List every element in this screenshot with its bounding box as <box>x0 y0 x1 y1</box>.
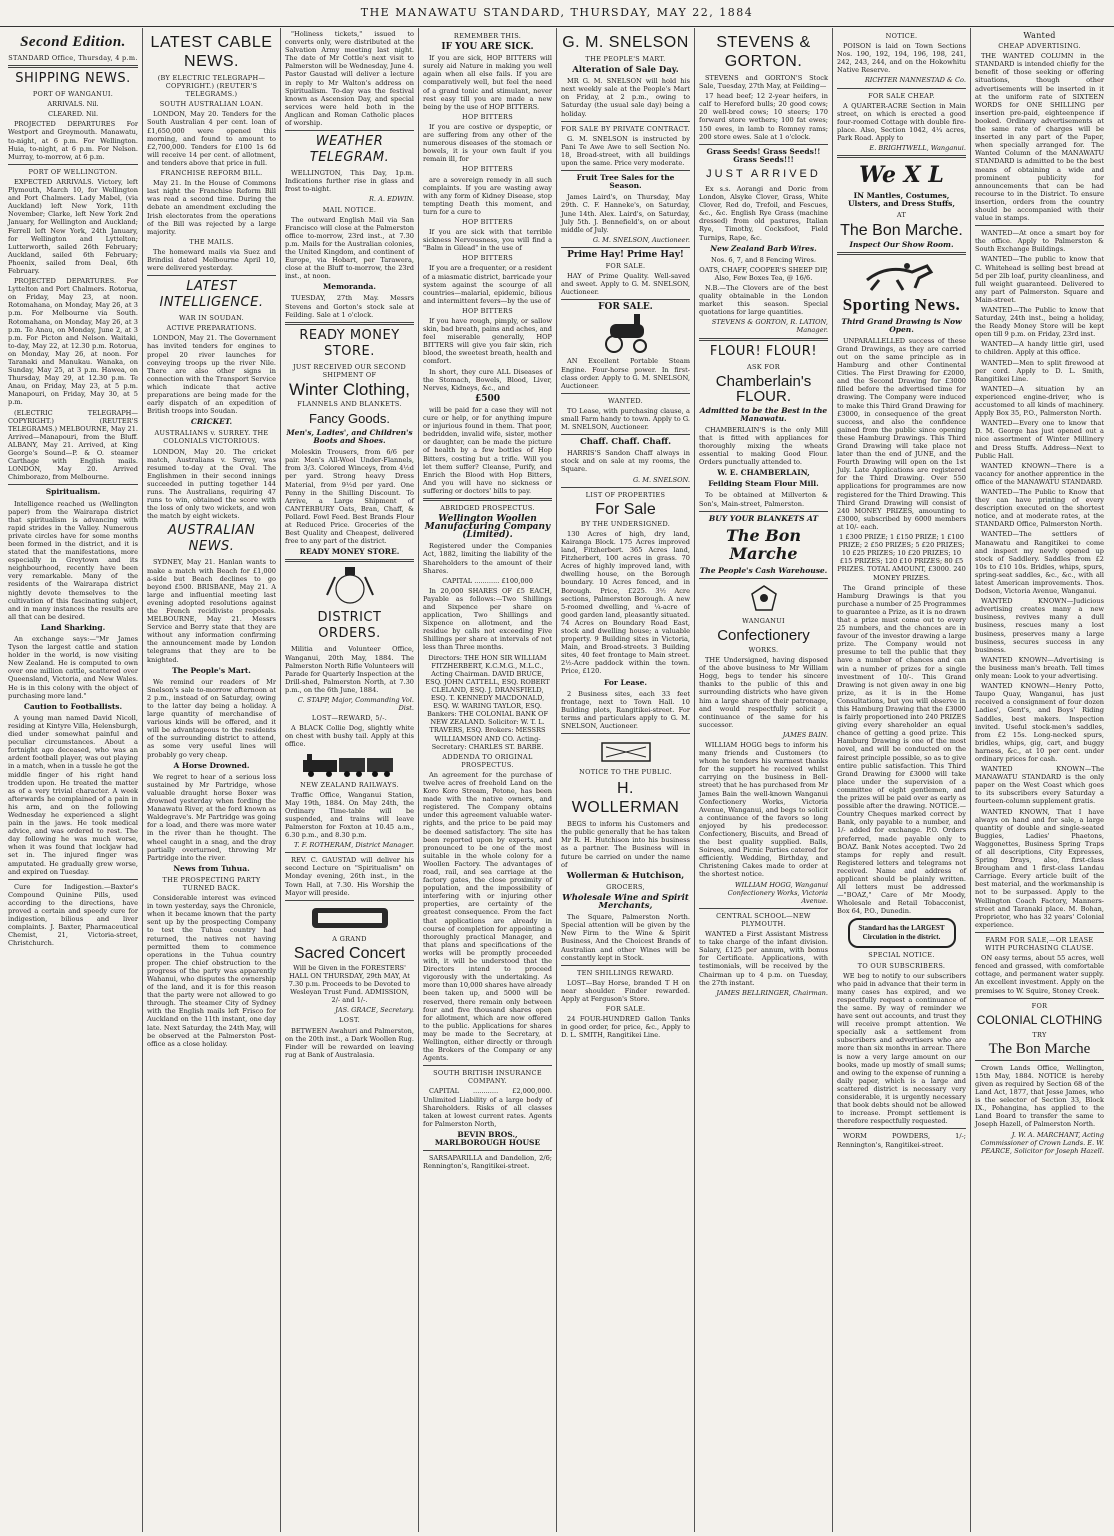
war-article: LONDON, May 21. The Government has invited tenders for engines to propel 20 river launches for conveying troops up the river Nile. There are also other signs in connection with the Transport Service which indicate that active preparations are being made for the early dispatch of an expedition of British troops into Soudan. <box>147 334 276 416</box>
bon-marche-ad: The Bon Marche <box>725 525 802 563</box>
drawing-body-2: The Grand principle of these Hamburg Drawings is that you purchase a number of 25 Programmes to guarantee a Prize, as it is no drawn that a prize must come out to every 25 numbers, and the chances are in favour of the investor drawing a large prize. The Company would not presume to tell the public that they have a number of chances and can win a number of prizes for a single investment of 10/-. This Grand Drawing is not given away in one big prize, as it is in the Home Consultations, but you will observe in this Hamburg Drawing that the £3000 is fairly proportioned into 240 PRIZES giving every shareholder an equal chance of getting a good prize. This Hamburg Drawing is one of the most novel, and will be conducted on the fairest principle possible, so as to give entire public satisfaction. This Third Grand Drawing for £3000 will take place under the supervision of a committee of eight gentlemen, and the prizes will be paid over as early as possible after the drawing. NOTICE.—Country Cheques marked correct by Bank, only payable to a number, and 1/- added for exchange. P.O. Orders preferred, made payable only to BOAZ. Bank Notes accepted. Two 2d stamps for reply and result. Registered letters and telegrams not received. Name and address of applicant should be plainly written. All letters must be addressed—"BOAZ," Care of Mr Moody, Wholesale and Retail Tobacconist, Box 64, P.O., Dunedin. <box>837 583 966 916</box>
telegrams: (ELECTRIC TELEGRAPH—COPYRIGHT.) (REUTER'S TELEGRAMS.) MELBOURNE, May 21. Arrived—Manapouri, from the Bluff. ALBANY, May 21. Arrived, at King George's Sound—P. & O. steamer Carthage with English mails. LONDON, May 20. Arrived Chimborazo, from Melbourne. <box>8 408 138 482</box>
wanted-ad-2: WANTED—The public to know that C. Whitehead is selling best bread at 5d per 2lb loaf, purity cleanliness, and full weight guaranteed. Delivered to any part of Palmerston. Square and Main-street. <box>975 255 1104 304</box>
oats-chaff: OATS, CHAFF, COOPER'S SHEEP DIP, Also, Few Boxes Tea, @ 16/6. <box>699 265 828 282</box>
sacred-concert: Sacred Concert <box>293 944 406 962</box>
for-lease-heading: For Lease. <box>604 677 647 687</box>
wanted-ad-10: WANTED—The settlers of Manawatu and Rangitikei to come and inspect my newly opened up stock of Saddlery. Saddles from £2 10s to £10 10s. Bridles, whips, spurs, spring-seat saddles, &c., &c., with all latest American improvements. Thos. Dodson, Victoria Avenue, Wanganui. <box>975 530 1104 596</box>
mail-notice-heading: MAIL NOTICE. <box>322 205 377 214</box>
just-arrived: JUST ARRIVED <box>706 167 821 180</box>
woollen-company: Wellington Woollen Manufacturing Company (Limited). <box>424 514 551 541</box>
colonial-clothing: COLONIAL CLOTHING <box>976 1012 1103 1027</box>
ready-money-sub: JUST RECEIVED OUR SECOND SHIPMENT OF <box>293 362 406 379</box>
fruit-tree-heading: Fruit Tree Sales for the Season. <box>576 173 675 191</box>
bain-notice: THE Undersigned, having disposed of the above business to Mr William Hogg, begs to tender his sincere thanks to the public of this and surrounding districts who have given him a large share of their patronage, and would respectfully solicit a continuance of the same for his successor. <box>699 656 828 729</box>
prime-hay-sub: FOR SALE. <box>605 261 646 270</box>
woollen-directors: Directors: THE HON SIR WILLIAM FITZHERBERT, K.C.M.G., M.L.C., Acting Chairman. DAVID BRUCE, ESQ. JOHN CATTELL, ESQ. ROBERT CLELAND, ESQ. J. DRANSFIELD, ESQ. T. KENNEDY MACDONALD, ESQ. W. WARING TAYLOR, ESQ. Bankers: THE COLONIAL BANK OF NEW ZEALAND. Solicitor: W. T. L. TRAVERS, ESQ. Brokers: MESSRS WILLIAMSON AND CO. Acting-Secretary: CHARLES ST. BARBE. <box>425 653 550 751</box>
sale-cheap-body: A QUARTER-ACRE Section in Main street, on which is erected a good four-roomed Cottage with double fire-place. Also, Section 1042, 4¼ acres, Park Road. Apply to <box>837 101 966 143</box>
indigestion-ad: Cure for Indigestion.—Baxter's Compound Quinine Pills, used according to the directions, have proved a certain and speedy cure for indigestion, bilious and liver complaints. J. Baxter, Pharmaceutical Chemist, 21, Victoria-street, Christchurch. <box>8 882 138 948</box>
australian-news-article: SYDNEY, May 21. Hanlan wants to make a match with Beach for £1,000 a-side but Beach declines to go beyond £500. BRISBANE, May 21. A large and influential meeting last evening adopted resolutions against the French recidiviste proposals. MELBOURNE, May 21. Messrs Service and Berry state that they are without any information confirming the announcement made by London telegrams that they are to be knighted. <box>147 558 276 664</box>
land-sharking-article: An exchange says:—"Mr James Tyson the largest cattle and station holder in the world, is now visiting New Zealand. He is computed to own over one million cattle, scattered over Queensland, Victoria, and New Wales. He is in this colony with the object of purchasing more land." <box>8 635 138 700</box>
mails-heading: THE MAILS. <box>189 237 234 246</box>
fencing-wires: Nos. 6, 7, and 8 Fencing Wires. <box>711 255 816 264</box>
caution-heading: Caution to Footballists. <box>23 701 123 711</box>
hop-bitters-4: If you are sick with that terrible sickness Nervousness, you will find a "Balm in Gilead" in the use of <box>423 228 552 253</box>
active-heading: ACTIVE PREPARATIONS. <box>166 324 257 333</box>
railways-signature: T. F. ROTHERAM, District Manager. <box>294 841 414 850</box>
snelson-signature: G. M. SNELSON, Auctioneer. <box>592 235 690 244</box>
cleared: CLEARED. Nil. <box>47 110 99 119</box>
masthead: THE MANAWATU STANDARD, THURSDAY, MAY 22, 1884 <box>0 0 1114 27</box>
wanted-ad-4: WANTED—A handy little girl, used to children. Apply at this office. <box>975 340 1104 357</box>
farm-heading: FARM FOR SALE,—OR LEASE WITH PURCHASING CLAUSE. <box>985 935 1094 953</box>
peoples-mart: THE PEOPLE'S MART. <box>585 55 666 63</box>
cable-news-heading: LATEST CABLE NEWS. <box>150 34 273 70</box>
royal-arms-illustration <box>699 582 828 614</box>
weather-signature: R. A. EDWIN. <box>368 195 414 204</box>
mill-body: To be obtained at Millverton & Son's, Main-street, Palmerston. <box>699 491 828 508</box>
sporting-news-heading: Sporting News. <box>842 294 961 314</box>
weather-heading: WEATHER TELEGRAM. <box>309 134 390 166</box>
ten-shillings-body: LOST—Bay Horse, branded T H on near shoulder. Finder rewarded. Apply at Ferguson's Store. <box>561 978 690 1003</box>
column-4 <box>418 28 556 1532</box>
buy-blankets: BUY YOUR BLANKETS AT <box>708 513 819 523</box>
list-properties-heading: LIST OF PROPERTIES <box>585 490 666 499</box>
school-signature: JAMES BELLRINGER, Chairman. <box>716 988 828 997</box>
remember-this: REMEMBER THIS. <box>453 32 522 40</box>
memoranda: TUESDAY, 27th May. Messrs Stevens and Gorton's stock sale at Feilding. Sale at 1 o'clock. <box>285 294 414 319</box>
franchise-heading: FRANCHISE REFORM BILL. <box>160 169 263 178</box>
notice-public-heading: NOTICE TO THE PUBLIC. <box>579 768 672 777</box>
column-7 <box>832 28 970 1532</box>
nb-clovers: N.B.—The Clovers are of the best quality obtainable in the London market this season. Special quotations for large quantities. <box>699 283 828 317</box>
shipping-heading: SHIPPING NEWS. <box>15 71 131 87</box>
hop-bitters-label: HOP BITTERS <box>462 306 513 315</box>
wanted-heading: WANTED. <box>608 396 643 405</box>
wanted-ad-3: WANTED—The Public to know that Saturday, 24th inst., being a holiday, the Ready Money Store will be kept open till 9 p.m. on Friday, 23rd inst. <box>975 306 1104 339</box>
wanted-heading: Wanted <box>1023 31 1056 40</box>
peoples-mart-article: We remind our readers of Mr Snelson's sale to-morrow afternoon at 2 p.m., instead of on Saturday, owing to the latter day being a holiday. A large quantity of merchandise of various kinds will be offered, and it will be advantageous to the residents of the surrounding district to attend, as some very useful lines will probably go very cheap. <box>147 677 276 759</box>
standard-circulation-badge <box>837 918 966 948</box>
cash-warehouse: The People's Cash Warehouse. <box>699 565 828 575</box>
engine-heading: FOR SALE. <box>598 302 653 313</box>
school-body: WANTED a First Assistant Mistress to take charge of the infant division. Salary, £125 per annum, with bonus for Certificate. Applications, with testimonials, will be received by the Chairman up to 4 p.m. on Tuesday, the 27th instant. <box>699 930 828 987</box>
column-1 <box>4 28 142 1532</box>
ready-money-footer: READY MONEY STORE. <box>299 547 400 557</box>
spiritualism-heading: Spiritualism. <box>45 487 101 497</box>
cheap-advertising-body: THE WANTED COLUMN in the STANDARD is intended chiefly for the benefit of those seeking or offering situations, though other advertisements will be inserted in it at the uniform rate of SIXTEEN WORDS for ONE SHILLING per insertion pre-paid, eighteenpence if booked. Ordinary advertisements at the same rate of charges will be inserted in any part of the Paper, when specially arranged for. The Wanted Column of the MANAWATU STANDARD is admitted to be the best means of obtaining a wide and prominent publicity for announcements that can be had recourse to in the District. To ensure insertion, orders from the country should be accompanied with their value in stamps. <box>975 52 1104 223</box>
wollerman-address: The Square, Palmerston North. Special attention will be given by the New Firm to the Wine & Spirit Business, And the Choicest Brands of Australian and other Wines will be constantly kept in Stock. <box>561 913 690 962</box>
departures: PROJECTED DEPARTURES For Westport and Greymouth. Manawatu, to-night, at 6 p.m. For Wellington. Huia, to-night, at 6 p.m. For Nelson. Murray, to-morrow, at 6 p.m. <box>8 120 138 161</box>
lost-dog: A BLACK Collie Dog, slightly white on chest with bushy tail. Apply at this office. <box>285 724 414 749</box>
wanted-ad-15: WANTED KNOWN, That I have always on hand and for sale, a large quantity of double and single-seated Buggies, Ladies' Phaetons, Waggonettes, Business Spring Traps of all descriptions, City Expresses, Spring Drays, also, first-class Brougham and 1 first-class Landau Carriage. Every article built of the best material, and the workmanship is not to be surpassed. Apply to the Wellington Coach Factory, Manners-street and Taranaki place. M. Bohan, Proprietor, who has 32 years' Colonial experience. <box>975 807 1104 929</box>
concert-grand: A GRAND <box>332 934 367 943</box>
projected-departures: PROJECTED DEPARTURES. For Lyttelton and Port Chalmers. Rotorua, on Friday, May 23, at noon. Rotomahana, on Monday, May 26, at 3 p.m. For Melbourne via South. Rotomahana, on Monday, May 26, at 3 p.m. Te Anau, on Monday, June 2, at 3 p.m. For Picton and Nelson. Waitaki, to-day, May 22, at 12.30 p.m. Rotorua, on Monday, May 26, at noon. For Taranaki and Manukau. Wanaka, on Sunday, May 25, at 3 p.m. Hawea, on Thursday, May 29, at 12.30 p.m. Te Anau, on Friday, May 23, at 5 p.m. Manapouri, on Friday, May 30, at 5 p.m. <box>8 277 138 407</box>
column-8 <box>970 28 1108 1532</box>
chamberlains-flour: Chamberlain's FLOUR. <box>715 372 812 405</box>
steam-engine-illustration <box>561 314 690 354</box>
hop-bitters-1: If you are sick, HOP BITTERS will surely aid Nature in making you well again when all else fails. If you are comparatively well, but feel the need of a grand tonic and stimulant, never rest easy till you are made a new being by the use of HOP BITTERS. <box>423 54 552 111</box>
wollerman-firm: Wollerman & Hutchison, <box>566 870 685 881</box>
school-heading: CENTRAL SCHOOL—NEW PLYMOUTH. <box>716 911 811 928</box>
hop-bitters-6: If you have rough, pimply, or sallow skin, bad breath, pains and aches, and feel miserable generally, HOP BITTERS will give you fair skin, rich blood, the sweetest breath, health and comfort. <box>423 317 552 366</box>
mail-notice: The outward English Mail via San Francisco will close at the Palmerston office to-morrow, 23rd inst., at 7.30 p.m. Mails for the Australian colonies, the United Kingdom, and continent of Europe, via Hobart, per Tarawera, close at the Bluff to-morrow, the 23rd inst., at noon. <box>285 215 414 281</box>
wanted-ad-9: WANTED—The Public to Know that they can have printing of every description executed on the shortest notice, and at moderate rates, at the STANDARD Office, Palmerston North. <box>975 487 1104 529</box>
inspect-showroom: Inspect Our Show Room. <box>849 239 954 249</box>
train-illustration <box>285 752 414 778</box>
local-notes: "Holiness tickets," issued to converts only, were distributed at the Salvation Army meeting last night. The date of Mr Cottle's next visit to Palmerston will be Wednesday, June 4. Pastor Gaustad will deliver a lecture in reply to Mr Walton's address on Spiritualism. To-day was the festival known as Ascension Day, and special services were held both in the Anglican and Roman Catholic places of worship. <box>285 30 414 128</box>
second-edition-heading: Second Edition. <box>20 34 126 50</box>
wanted-ad-12: WANTED KNOWN—Advertising is the business man's breath. Tell times only mean: Look to your advertising. <box>975 655 1104 681</box>
admitted-best: Admitted to be the Best in the Manawatu. <box>699 405 828 423</box>
tuhua-heading: News from Tuhua. <box>173 863 250 873</box>
ask-for: ASK FOR <box>747 362 780 371</box>
hop-bitters-label: HOP BITTERS <box>462 217 513 226</box>
hop-bitters-8: will be paid for a case they will not cure or help, or for anything impure or injurious found in them. That poor, bedridden, invalid wife, sister, mother or daughter, can be made the picture of health by a few bottles of Hop Bitters, costing but a trifle. Will you let them suffer? Cleanse, Purify, and Enrich the Blood with Hop Bitters, And you will have no sickness or suffering or doctors' bills to pay. <box>423 405 552 495</box>
wanted-ad-13: WANTED KNOWN—Henry Potto, Taupo Quay, Wanganui, has just received a consignment of four dozen Ladies', Gent's, and Boys' Riding Saddles, best makers. Inspection invited. Useful stock-men's saddles, from £2 15s. Long-necked spurs, bridles, whips, gig, cart, and buggy harness, &c., at 10 per cent. under ordinary prices for cash. <box>975 682 1104 763</box>
winter-clothing: Winter Clothing, <box>289 379 410 399</box>
we-xl-heading: We X L <box>859 162 944 189</box>
copyright-line: (BY ELECTRIC TELEGRAPH—COPYRIGHT.) (REUTER'S TELEGRAMS.) <box>157 74 266 99</box>
sarsaparilla-ad: SARSAPARILLA and Dandelion, 2/6; Rennington's, Rangitikei-street. <box>423 1154 552 1171</box>
lost-reward-heading: LOST—REWARD, 5/-. <box>311 714 388 723</box>
wine-merchants: Wholesale Wine and Spirit Merchants, <box>562 892 689 912</box>
stevens-gorton-intro: STEVENS and GORTON'S Stock Sale, Tuesday, 27th May, at Feilding— <box>699 74 828 91</box>
dateline: STANDARD Office, Thursday, 4 p.m. <box>8 54 138 62</box>
if-sick-heading: IF YOU ARE SICK. <box>441 42 534 53</box>
hop-bitters-7: In short, they cure ALL Diseases of the Stomach, Bowels, Blood, Liver, Nerves, Kidneys, &c., and <box>423 367 552 392</box>
mails-article: The homeward mails via Suez and Brindisi dated Melbourne April 10, were delivered yesterday. <box>147 247 276 273</box>
wollerman-body: BEGS to inform his Customers and the public generally that he has taken Mr R. H. Hutchison into his business as a partner. The Business will in future be carried on under the name of <box>561 820 690 869</box>
column-2 <box>142 28 280 1532</box>
cheap-advertising-heading: CHEAP ADVERTISING. <box>998 42 1081 51</box>
by-undersigned: BY THE UNDERSIGNED. <box>580 519 671 528</box>
loan-article: LONDON, May 20. Tenders for the South Australian 4 per cent. loan of £1,650,000 were opened this morning, and found to amount to £2,700,000. Tenders for £100 1s 6d will receive 14 per cent. of allotment, and tenders above that price in full. <box>147 110 276 167</box>
hop-bitters-label: HOP BITTERS <box>462 254 513 263</box>
private-contract-body: G. M. SNELSON is instructed by Pani Te Awe Awe to sell Section No. 18, Broad-street, with all buildings upon the same. Price very moderate. <box>561 134 690 168</box>
chaff-heading: Chaff. Chaff. Chaff. <box>579 437 672 448</box>
hogg-signature: WILLIAM HOGG, Wanganui Confectionery Works, Victoria Avenue. <box>727 880 828 905</box>
column-6 <box>694 28 832 1532</box>
wanted-body: TO Lease, with purchasing clause, a small Farm handy to town. Apply to G. M. SNELSON, Auctioneer. <box>561 406 690 432</box>
drawing-body: UNPARALLELLED success of these Grand Drawings, as they are carried out on the same principle as in Hamburg and other Continental Cities. The First Drawing for £2000, and the Second Drawing for £3000 filled before the advertised time for drawing. The Company were induced to make this Third Grand Drawing for £3000, in consequence of the great success, and also the confidence gained from the public since opening these Hamburg Drawings. This Third Grand Drawing will take place not later than the end of JUNE, and the Fourth Drawing will open on the 1st July. Late Applications are registered for the Third Drawing. Over 550 applications for programmes are now registered for the Third Drawing. This Third Grand Drawing will consist of 240 MONEY PRIZES, amounting to £3000, subscribed by 6000 members at 10/- each. <box>837 336 966 531</box>
column-5 <box>556 28 694 1532</box>
reward-amount: £500 <box>474 393 501 404</box>
for-sale-heading: For Sale <box>595 500 656 518</box>
lost-heading: LOST. <box>338 1016 361 1025</box>
alteration-heading: Alteration of Sale Day. <box>572 65 679 76</box>
prize-list: 1 £300 PRIZE; 1 £150 PRIZE; 1 £100 PRIZE; 2 £50 PRIZES; 5 £20 PRIZES; 10 £25 PRIZES; 10 £20 PRIZES; 10 £15 PRIZES; 120 £10 PRIZES; 80 £5 PRIZES. TOTAL AMOUNT, £3000. 240 MONEY PRIZES. <box>837 533 966 582</box>
lost-rug: BETWEEN Awahuri and Palmerston, on the 20th inst., a Dark Woollen Rug. Finder will be rewarded on leaving rug at Bank of Australasia. <box>285 1026 414 1059</box>
mantles: IN Mantles, Costumes, Ulsters, and Dress Stuffs, <box>847 191 956 209</box>
engine-body: AN Excellent Portable Steam Engine. Four-horse power. In first-class order. Apply to G. M. SNELSON, Auctioneer. <box>561 357 690 390</box>
weather-text: WELLINGTON, This Day, 1p.m. Indications further rise in glass and frost to-night. <box>285 169 414 194</box>
grocers: GROCERS, <box>606 882 645 891</box>
railways-notice: Traffic Office, Wanganui Station, May 19th, 1884. On May 24th, the Ordinary Time-table will be suspended, and trains will leave Palmerston for Foxton at 10.45 a.m., 6.30 p.m., and 8.30 p.m. <box>285 790 414 840</box>
hogg-notice: WILLIAM HOGG begs to inform his many friends and Customers (to whom he tenders his warmest thanks for the support he received whilst carrying on the business in Bell-street) that he has purchased from Mr James Bain the well-known Wanganui Confectionery Works, Victoria Avenue, Wanganui, and begs to solicit a continuance of the favors so long enjoyed by his predecessor. Confectionery, Biscuits, and Bread of the best quality supplied. Balls, Soirees, and Picnic Parties catered for efficiently. Wedding, Birthday, and Christening Cakes made to order at the shortest notice. <box>699 740 828 879</box>
insurance-body: CAPITAL ............ £2,000,000. Unlimited Liability of a large body of Shareholders. Risks of all classes taken at lowest current rates. Agents for Palmerston North, <box>423 1087 552 1128</box>
bevin-bros: BEVIN BROS., MARLBOROUGH HOUSE <box>434 1129 541 1147</box>
sale-cheap-signature: E. BRIGHTWELL, Wanganui. <box>869 144 966 153</box>
printing-press-illustration <box>561 737 690 765</box>
at-label: AT <box>896 211 907 220</box>
hop-bitters-2: If you are costive or dyspeptic, or are suffering from any other of the numerous diseases of the stomach or bowels, it is your own fault if you remain ill, for <box>423 122 552 164</box>
fruit-tree-body: James Laird's, on Thursday, May 29th. C. F. Hanneke's, on Saturday, June 14th. Alex. Laird's, on Saturday, July 5th. J. Bennefield's, on or about middle of July. <box>561 193 690 234</box>
stock-list: 17 head beef; 12 2-year heifers, in calf to Hereford bulls; 20 good cows; 20 well-bred cows; 10 steers; 170 forward store wethers; 100 fat ewes; 150 ewes, in lamb to Romney rams; 200 store ewes. Sale at 1 o'clock. <box>699 92 828 141</box>
expected-arrivals: EXPECTED ARRIVALS. Victory, left Plymouth, March 10, for Wellington and Port Chalmers. Lady Mabel, (via Auckland) left New York, 11th November; Clarke, left New York 2nd January, for Wellington and Auckland; Ferrell left New York, 24th January, for Wellington and Lyttelton; Lutterworth, sailed 26th February; Auckland, sailed 6th February; Phoenix, sailed from Deal, 6th February. <box>8 177 138 275</box>
ready-money-body: Moleskin Trousers, from 6/6 per pair. Men's All-Wool Under-Flannels, from 3/3. Colored Winceys, from 4½d per yard. Strong heavy Dress Material, from 9½d per yard. One Penny in the Shilling Discount. To Arrive, a Large Shipment of CANTERBURY Oats, Bran, Chaff, & Pollard. Fowl Feed. Best Brands Flour at Reduced Price. Groceries of the Best Quality and Cheapest, delivered free to any part of the district. <box>285 448 414 546</box>
hop-bitters-5: If you are a frequenter, or a resident of a miasmatic district, barricade your system against the scourge of all countries—malarial, epidemic, bilious and intermittent fevers—by the use of <box>423 264 552 305</box>
woollen-registered: Registered under the Companies Act, 1882, limiting the liability of the Shareholders to the amount of their Shares. <box>423 542 552 575</box>
concert-banner-illustration <box>285 904 414 932</box>
subscribers-heading: TO OUR SUBSCRIBERS. <box>857 961 946 970</box>
third-drawing-heading: Third Grand Drawing is Now Open. <box>841 316 962 334</box>
abridged-prospectus: ABRIDGED PROSPECTUS. <box>440 503 535 512</box>
franchise-article: May 21. In the House of Commons last night the Franchise Reform Bill was read a second time. During the debate an amendment excluding the Irish electorates from the operations of the Bill was rejected by a large majority. <box>147 179 276 236</box>
horse-drowned-article: We regret to hear of a serious loss sustained by Mr Partridge, whose valuable draught horse Boxer was drowned yesterday when fording the Manawatu River, at the ford known as Waldegrave's. Mr Partridge was going for a load, and there was more water in the river than he thought. The wheel caught in a snag, and the dray partially overturned, throwing Mr Partridge into the river. <box>147 772 276 862</box>
concert-signature: JAS. GRACE, Secretary. <box>335 1006 414 1015</box>
sale-cheap-heading: FOR SALE CHEAP. <box>868 91 935 100</box>
works-label: WORKS. <box>748 645 779 654</box>
wanganui-label: WANGANUI <box>742 616 785 625</box>
war-heading: WAR IN SOUDAN. <box>178 314 245 323</box>
seeds-body: Ex s.s. Aorangi and Doric from London, Alsyke Clover, Grass, White Clover, Red do, Trefoil, and Fescues, &c., &c. English Rye Grass (machine dressed) from old pastures, Italian Rye, Timothy, Cocksfoot, Field Turnips, Rape, &c. <box>699 184 828 242</box>
hop-bitters-label: HOP BITTERS <box>462 165 513 174</box>
properties-list: 130 Acres of high, dry land, Kairanga Block. 175 Acres improved land, Fitzherbert. 365 Acres land, Fitzherbert, 100 acres in grass. 70 Acres of highly improved land, with dwelling house, on the Borough boundary. 10 Acres fenced, and in Borough. Price, £225. 3½ Acre sections, Palmerston Borough. A new 5-roomed dwelling, and ¼-acre of good garden land, pleasantly situated. 74 Acres on Boundary Road East, stock and dwelling house; a valuable property. 9 Building sites in Victoria, Main, and Broad-streets. 3 Building sites, 40 feet frontage to Main street. 2½-Acre paddock within the town. Price, £120. <box>561 529 690 676</box>
prime-hay-body: HAY of Prime Quality. Well-saved and sweet. Apply to G. M. SNELSON, Auctioneer. <box>561 272 690 297</box>
spiritualism-article: Intelligence reached us (Wellington paper) from the Wairarapa district that spiritualism is advancing with rapid strides in the Valley. Numerous private circles have for some months been formed in the district, and it is stated that the manifestations, more especially in Greytown and its neighbourhood, recently have been very remarkable. Many of the residents of the Wairarapa district nightly devote themselves to the cultivation of this fascinating subject, and in many instances the results are all that can be desired. <box>8 499 138 621</box>
tanks-heading: FOR SALE. <box>605 1005 646 1014</box>
worm-powders-ad: WORM POWDERS, 1/-; Rennington's, Rangitikei-street. <box>837 1132 966 1149</box>
boots: Men's, Ladies', and Children's Boots and Shoes. <box>286 428 413 446</box>
tanks-body: 24 FOUR-HUNDRED Gallon Tanks in good order, for price, &c., Apply to D. L. SMITH, Rangitikei Line. <box>561 1015 690 1040</box>
cricket-heading: CRICKET. <box>190 417 233 427</box>
ready-money-heading: READY MONEY STORE. <box>299 327 400 359</box>
district-orders: Militia and Volunteer Office, Wanganui, 20th May, 1884. The Palmerston North Rifle Volunteers will Parade for Quarterly Inspection at the Drill-shed, Palmerston North, at 7.30 p.m., on the 6th June, 1884. <box>285 645 414 694</box>
horse-drowned-heading: A Horse Drowned. <box>173 760 250 770</box>
private-contract-heading: FOR SALE BY PRIVATE CONTRACT. <box>561 124 690 133</box>
flannels: FLANNELS AND BLANKETS. <box>297 399 402 408</box>
wanted-ad-1: WANTED—At once a smart boy for the office. Apply to Palmerston & South Exchange Buildings. <box>975 229 1104 254</box>
special-notice-body: WE beg to notify to our subscribers who paid in advance that their term in many cases has expired, and we respectfully request a continuance of the same. By way of reminder we have sent out accounts, and trust they will receive prompt attention. We specially ask a settlement from subscribers and advertisers who are more than six months in arrear. There is now a very large amount on our books, made up mostly of small sums; and owing to the expense of running a daily paper, which is a large and scattered district is necessary very considerable, it is urgently necessary that book debts should not be allowed to increase. Prompt settlement is therefore respectfully requested. <box>837 971 966 1126</box>
for-lease-body: 2 Business sites, each 33 feet frontage, next to Town Hall. 10 Building plots, Rangitikei-street. For terms and particulars apply to G. M. SNELSON, Auctioneer. <box>561 689 690 730</box>
ten-shillings-heading: TEN SHILLINGS REWARD. <box>576 968 675 977</box>
caution-article: A young man named David Nicoll, residing at Kintyre Villa, Helensburgh, died under somewhat painful and peculiar circumstances. About a fortnight ago deceased, who was an ardent football player, was out playing in a match, when in a tussle he got the middle finger of his right hand trodden upon. He treated the matter as of a very trivial character. A week afterwards he complained of a pain in his arm, and on the following Wednesday he experienced a slight pain in the jaws. He took medical advice, and was ordered to rest. The day following he was much worse, when it was found that lockjaw had set in. The injured finger was amputated. He gradually grew worse, and expired on Tuesday. <box>8 713 138 876</box>
confectionery-heading: Confectionery <box>717 626 810 644</box>
chamberlain-name: W. E. CHAMBERLAIN, <box>717 468 810 478</box>
peoples-mart-heading: The People's Mart. <box>172 665 251 675</box>
hop-bitters-3: are a sovereign remedy in all such complaints. If you are wasting away with any form of Kidney Disease, stop tempting Death this moment, and turn for a cure to <box>423 175 552 216</box>
special-notice-heading: SPECIAL NOTICE. <box>868 951 935 960</box>
loan-heading: SOUTH AUSTRALIAN LOAN. <box>159 100 264 109</box>
chamberlain-body: CHAMBERLAIN'S is the only Mill that is fitted with appliances for thoroughly mixing the wheats essential to making Good Flour. Orders punctually attended to. <box>699 425 828 467</box>
poison-notice: POISON is laid on Town Sections Nos. 190, 192, 194, 196, 198, 241, 242, 243, 244, and on the Hokowhitu Native Reserve. <box>837 42 966 75</box>
tuhua-subheading: THE PROSPECTING PARTY TURNED BACK. <box>162 875 261 892</box>
district-orders-heading: DISTRICT ORDERS. <box>317 610 382 642</box>
memoranda-heading: Memoranda. <box>323 282 376 292</box>
land-sharking-heading: Land Sharking. <box>40 622 106 632</box>
royal-crest-illustration <box>285 565 414 607</box>
barb-wires: New Zealand Barb Wires. <box>710 243 817 253</box>
newspaper-columns <box>4 28 1110 1532</box>
insurance-heading: SOUTH BRITISH INSURANCE COMPANY. <box>433 1069 542 1086</box>
column-3 <box>280 28 418 1532</box>
chaff-signature: G. M. SNELSON. <box>632 475 690 484</box>
wanted-ad-5: WANTED—Men to split firewood at per cord. Apply to D. L. Smith, Rangitikei Line. <box>975 358 1104 383</box>
cricket-subheading: AUSTRALIANS v. SURREY. THE COLONIALS VICTORIOUS. <box>154 429 269 446</box>
railways-heading: NEW ZEALAND RAILWAYS. <box>300 780 399 789</box>
circulation-badge-text: Standard has the LARGEST Circulation in the district. <box>848 918 956 948</box>
port-wanganui: PORT OF WANGANUI. <box>32 90 114 99</box>
racehorse-illustration <box>837 258 966 292</box>
australian-news-heading: AUSTRALIAN NEWS. <box>167 523 256 555</box>
stevens-gorton-signature: STEVENS & GORTON, R. LATION, Manager. <box>711 318 828 335</box>
concert-details: Will be Given in the FORESTERS' HALL ON THURSDAY, 29th MAY, At 7.30 p.m. Proceeds to be Devoted to Wesleyan Trust Fund. ADMISSION, 2/- and 1/-. <box>288 963 411 1005</box>
farm-body: ON easy terms, about 55 acres, well fenced and grassed, with comfortable cottage, and permanent water supply. An excellent investment. Apply on the premises to W. Squire, Stoney Creek. <box>975 954 1104 995</box>
flour-mill: Feilding Steam Flour Mill. <box>708 479 819 489</box>
wanted-ad-7: WANTED—Every one to know that D. M. George has just opened out a nice assortment of Winter Millinery and Dress Stuffs. Address—Next to Public Hall. <box>975 419 1104 460</box>
latest-intelligence-heading: LATEST INTELLIGENCE. <box>159 279 264 311</box>
alteration-body: MR G. M. SNELSON will hold his next weekly sale at the People's Mart on Friday, at 2 p.m., owing to Saturday (the usual sale day) being a holiday. <box>561 77 690 118</box>
port-wellington: PORT OF WELLINGTON. <box>28 167 118 176</box>
hop-bitters-label: HOP BITTERS <box>462 112 513 121</box>
tuhua-article: Considerable interest was evinced in town yesterday, says the Chronicle, when it became known that the party sent up by the prospecting Company to test the Tuhua country had returned, the natives not having permitted them to commence operations in the Tuhua country proper. The chief obstruction to the progress of the party was apparently Wahanui, who disputes the ownership of the land, and it is for this reason that the party were not allowed to go through. The steamer City of Sydney with the English mails left Frisco for Auckland on the 11th instant, one day late. Next Saturday, the 24th May, will be observed at the Palmerston Post-office as a close holiday. <box>147 894 276 1048</box>
wanted-ad-8: WANTED KNOWN—There is a vacancy for another apprentice in the office of the MANAWATU STANDARD. <box>975 461 1104 486</box>
district-orders-signature: C. STAPP, Major, Commanding Vol. Dist. <box>297 695 414 713</box>
chaff-body: HARRIS'S Sandon Chaff always in stock and on sale at my rooms, the Square. <box>561 449 690 474</box>
bain-signature: JAMES BAIN. <box>782 730 828 739</box>
prime-hay-heading: Prime Hay! Prime Hay! <box>567 249 684 260</box>
fancy-goods: Fancy Goods. <box>309 411 390 426</box>
grass-seeds-heading: Grass Seeds! Grass Seeds!! Grass Seeds!!! <box>706 146 821 164</box>
woollen-capital: CAPITAL ............ £100,000 <box>442 576 533 585</box>
try-label: TRY <box>1032 1030 1047 1039</box>
stevens-gorton-heading: STEVENS & GORTON. <box>716 34 811 70</box>
flour-heading: FLOUR! FLOUR! <box>709 343 818 359</box>
bon-marche-clothing: The Bon Marche <box>988 1040 1091 1057</box>
wanted-ad-14: WANTED KNOWN—The MANAWATU STANDARD is the only paper on the West Coast which goes to its subscribers every Saturday a fourteen-column supplement gratis. <box>975 765 1104 806</box>
poison-signature: RICHTER NANNESTAD & Co. <box>864 76 966 85</box>
snelson-heading: G. M. SNELSON <box>562 34 689 51</box>
notice-heading: NOTICE. <box>885 32 918 40</box>
crown-lands-signature: J. W. A. MARCHANT, Acting Commissioner of Crown Lands. E. W. PEARCE, Solicitor for Joseph Hazell. <box>980 1130 1104 1155</box>
gaustad-lecture: REV. C. GAUSTAD will deliver his second Lecture on "Spiritualism" on Monday evening, 26th inst., in the Town Hall, at 7.30. His Worship the Mayor will preside. <box>285 856 414 897</box>
cricket-article: LONDON, May 20. The cricket match, Australians v. Surrey, was resumed to-day at the Oval. The Englishmen in their second innings succeeded in putting together 144 runs. The Australians, requiring 47 runs to win, obtained the score with the loss of only two wickets, and won the match by eight wickets. <box>147 447 276 521</box>
wanted-ad-6: WANTED—A situation by an experienced engine-driver, who is accustomed to all kinds of machinery. Apply Box 35, P.O., Palmerston North. <box>975 384 1104 418</box>
for-label: FOR <box>1031 1001 1048 1010</box>
addenda-heading: ADDENDA TO ORIGINAL PROSPECTUS. <box>442 752 533 769</box>
crown-lands-notice: Crown Lands Office, Wellington, 15th May, 1884. NOTICE is hereby given as required by Section 68 of the Land Act, 1877, that Jesse James, who is the selector of Section 33, Block IX., Pohangina, has applied to the Land Board to transfer the same to Joseph Hazell, of Palmerston North. <box>975 1063 1104 1129</box>
wanted-ad-11: WANTED KNOWN—Judicious advertising creates many a new business, revives many a dull business, rescues many a lost business, preserves many a large business, secures success in any business. <box>975 597 1104 654</box>
bon-marche-heading: The Bon Marche. <box>840 221 963 239</box>
arrivals: ARRIVALS. Nil. <box>47 100 99 109</box>
wollerman-heading: H. WOLLERMAN <box>571 780 680 817</box>
woollen-shares: In 20,000 SHARES OF £5 EACH, Payable as follows:—Two Shillings and Sixpence per share on application, Two Shillings and Sixpence on allotment, and the residue by calls not exceeding Five Shillings per share at intervals of not less than Three months. <box>423 586 552 652</box>
addenda-body: An agreement for the purchase of twelve acres of freehold Land on the Koro Koro Stream, Petone, has been made with the native owners, and registered. The Company obtains under this agreement valuable water-rights, and the price to be paid may be deemed satisfactory. The site has been reported upon by experts, and pronounced to be one of the most suitable in the whole colony for a Woollen Factory. The advantages of road, rail, and sea carriage at the factory gates, the close proximity of population, and the impossibility of interfering with or injuring other properties, are certainty of the greatest consequence. From the fact that applications are already in course of completion for appointing a thoroughly practical Manager, and that plans and specifications of the works will be promptly proceeded with, it will be understood that the Directors intend to proceed vigorously with the undertaking. As more than 10,000 shares have already been taken up, and 5000 will be reserved, there remain only between four and five thousand shares open for allotment, which are now offered to the public. Applications for shares may be made to the Secretary, at Wellington, either directly or through the Brokers of the Company or any Agents. <box>423 770 552 1063</box>
